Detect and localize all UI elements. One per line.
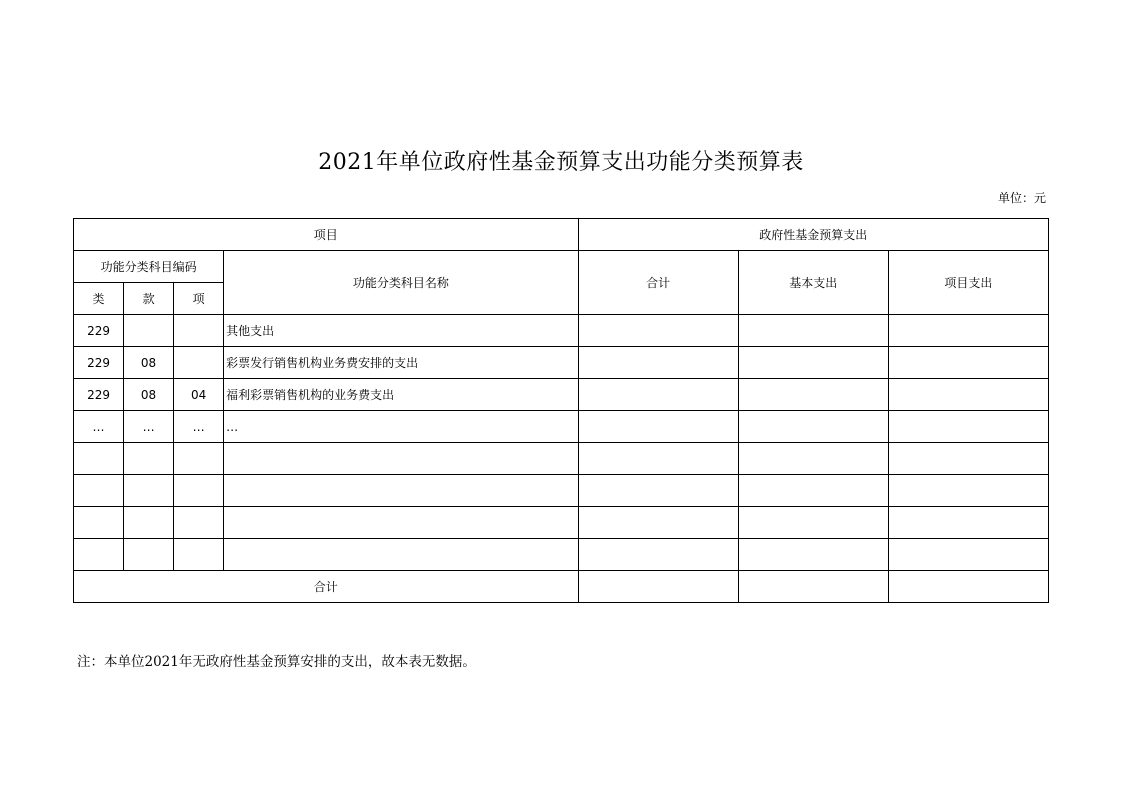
cell-name: 彩票发行销售机构业务费安排的支出 <box>224 347 578 379</box>
cell-total <box>578 315 738 347</box>
cell-project <box>888 347 1048 379</box>
header-func-name: 功能分类科目名称 <box>224 251 578 315</box>
cell-lei: 229 <box>74 347 124 379</box>
cell-name <box>224 507 578 539</box>
header-project: 项目 <box>74 219 579 251</box>
footer-total-row <box>74 571 1049 603</box>
footer-project-value <box>888 571 1048 603</box>
cell-xiang: … <box>174 411 224 443</box>
cell-total <box>578 507 738 539</box>
header-row-2 <box>74 251 1049 283</box>
cell-name: 福利彩票销售机构的业务费支出 <box>224 379 578 411</box>
cell-project <box>888 315 1048 347</box>
footer-basic-value <box>738 571 888 603</box>
cell-kuan <box>124 475 174 507</box>
cell-total <box>578 411 738 443</box>
cell-xiang <box>174 475 224 507</box>
cell-xiang <box>174 315 224 347</box>
cell-total <box>578 475 738 507</box>
cell-total <box>578 347 738 379</box>
page-title: 2021年单位政府性基金预算支出功能分类预算表 <box>318 150 804 175</box>
cell-name <box>224 539 578 571</box>
header-basic: 基本支出 <box>738 251 888 315</box>
cell-total <box>578 379 738 411</box>
cell-name <box>224 475 578 507</box>
cell-basic <box>738 347 888 379</box>
cell-kuan: 08 <box>124 347 174 379</box>
cell-total <box>578 539 738 571</box>
header-fund-expenditure: 政府性基金预算支出 <box>578 219 1049 251</box>
table-row <box>74 411 1049 443</box>
cell-lei <box>74 443 124 475</box>
header-project-exp: 项目支出 <box>888 251 1048 315</box>
cell-project <box>888 539 1048 571</box>
cell-kuan <box>124 507 174 539</box>
footnote: 注：本单位2021年无政府性基金预算安排的支出，故本表无数据。 <box>77 654 476 670</box>
cell-basic <box>738 475 888 507</box>
cell-lei: 229 <box>74 315 124 347</box>
header-kuan: 款 <box>124 283 174 315</box>
header-row-1 <box>74 219 1049 251</box>
cell-basic <box>738 507 888 539</box>
header-func-code: 功能分类科目编码 <box>74 251 224 283</box>
cell-basic <box>738 315 888 347</box>
table-row <box>74 443 1049 475</box>
cell-lei <box>74 475 124 507</box>
cell-project <box>888 507 1048 539</box>
budget-table <box>73 218 1049 603</box>
header-xiang: 项 <box>174 283 224 315</box>
cell-name: 其他支出 <box>224 315 578 347</box>
cell-lei <box>74 539 124 571</box>
cell-project <box>888 475 1048 507</box>
cell-name <box>224 443 578 475</box>
cell-lei <box>74 507 124 539</box>
cell-basic <box>738 411 888 443</box>
cell-basic <box>738 539 888 571</box>
cell-kuan <box>124 315 174 347</box>
cell-basic <box>738 443 888 475</box>
cell-project <box>888 379 1048 411</box>
cell-xiang: 04 <box>174 379 224 411</box>
header-lei: 类 <box>74 283 124 315</box>
cell-basic <box>738 379 888 411</box>
cell-name: … <box>224 411 578 443</box>
cell-kuan <box>124 443 174 475</box>
cell-lei: … <box>74 411 124 443</box>
footer-total-value <box>578 571 738 603</box>
unit-label: 单位：元 <box>997 191 1046 205</box>
cell-project <box>888 411 1048 443</box>
cell-total <box>578 443 738 475</box>
table-row <box>74 315 1049 347</box>
cell-xiang <box>174 443 224 475</box>
cell-project <box>888 443 1048 475</box>
cell-kuan: 08 <box>124 379 174 411</box>
cell-xiang <box>174 347 224 379</box>
cell-xiang <box>174 539 224 571</box>
table-row <box>74 475 1049 507</box>
cell-xiang <box>174 507 224 539</box>
cell-kuan: … <box>124 411 174 443</box>
header-total: 合计 <box>578 251 738 315</box>
cell-lei: 229 <box>74 379 124 411</box>
table-row <box>74 379 1049 411</box>
table-row <box>74 507 1049 539</box>
footer-total-label: 合计 <box>74 571 579 603</box>
table-row <box>74 539 1049 571</box>
cell-kuan <box>124 539 174 571</box>
table-row <box>74 347 1049 379</box>
